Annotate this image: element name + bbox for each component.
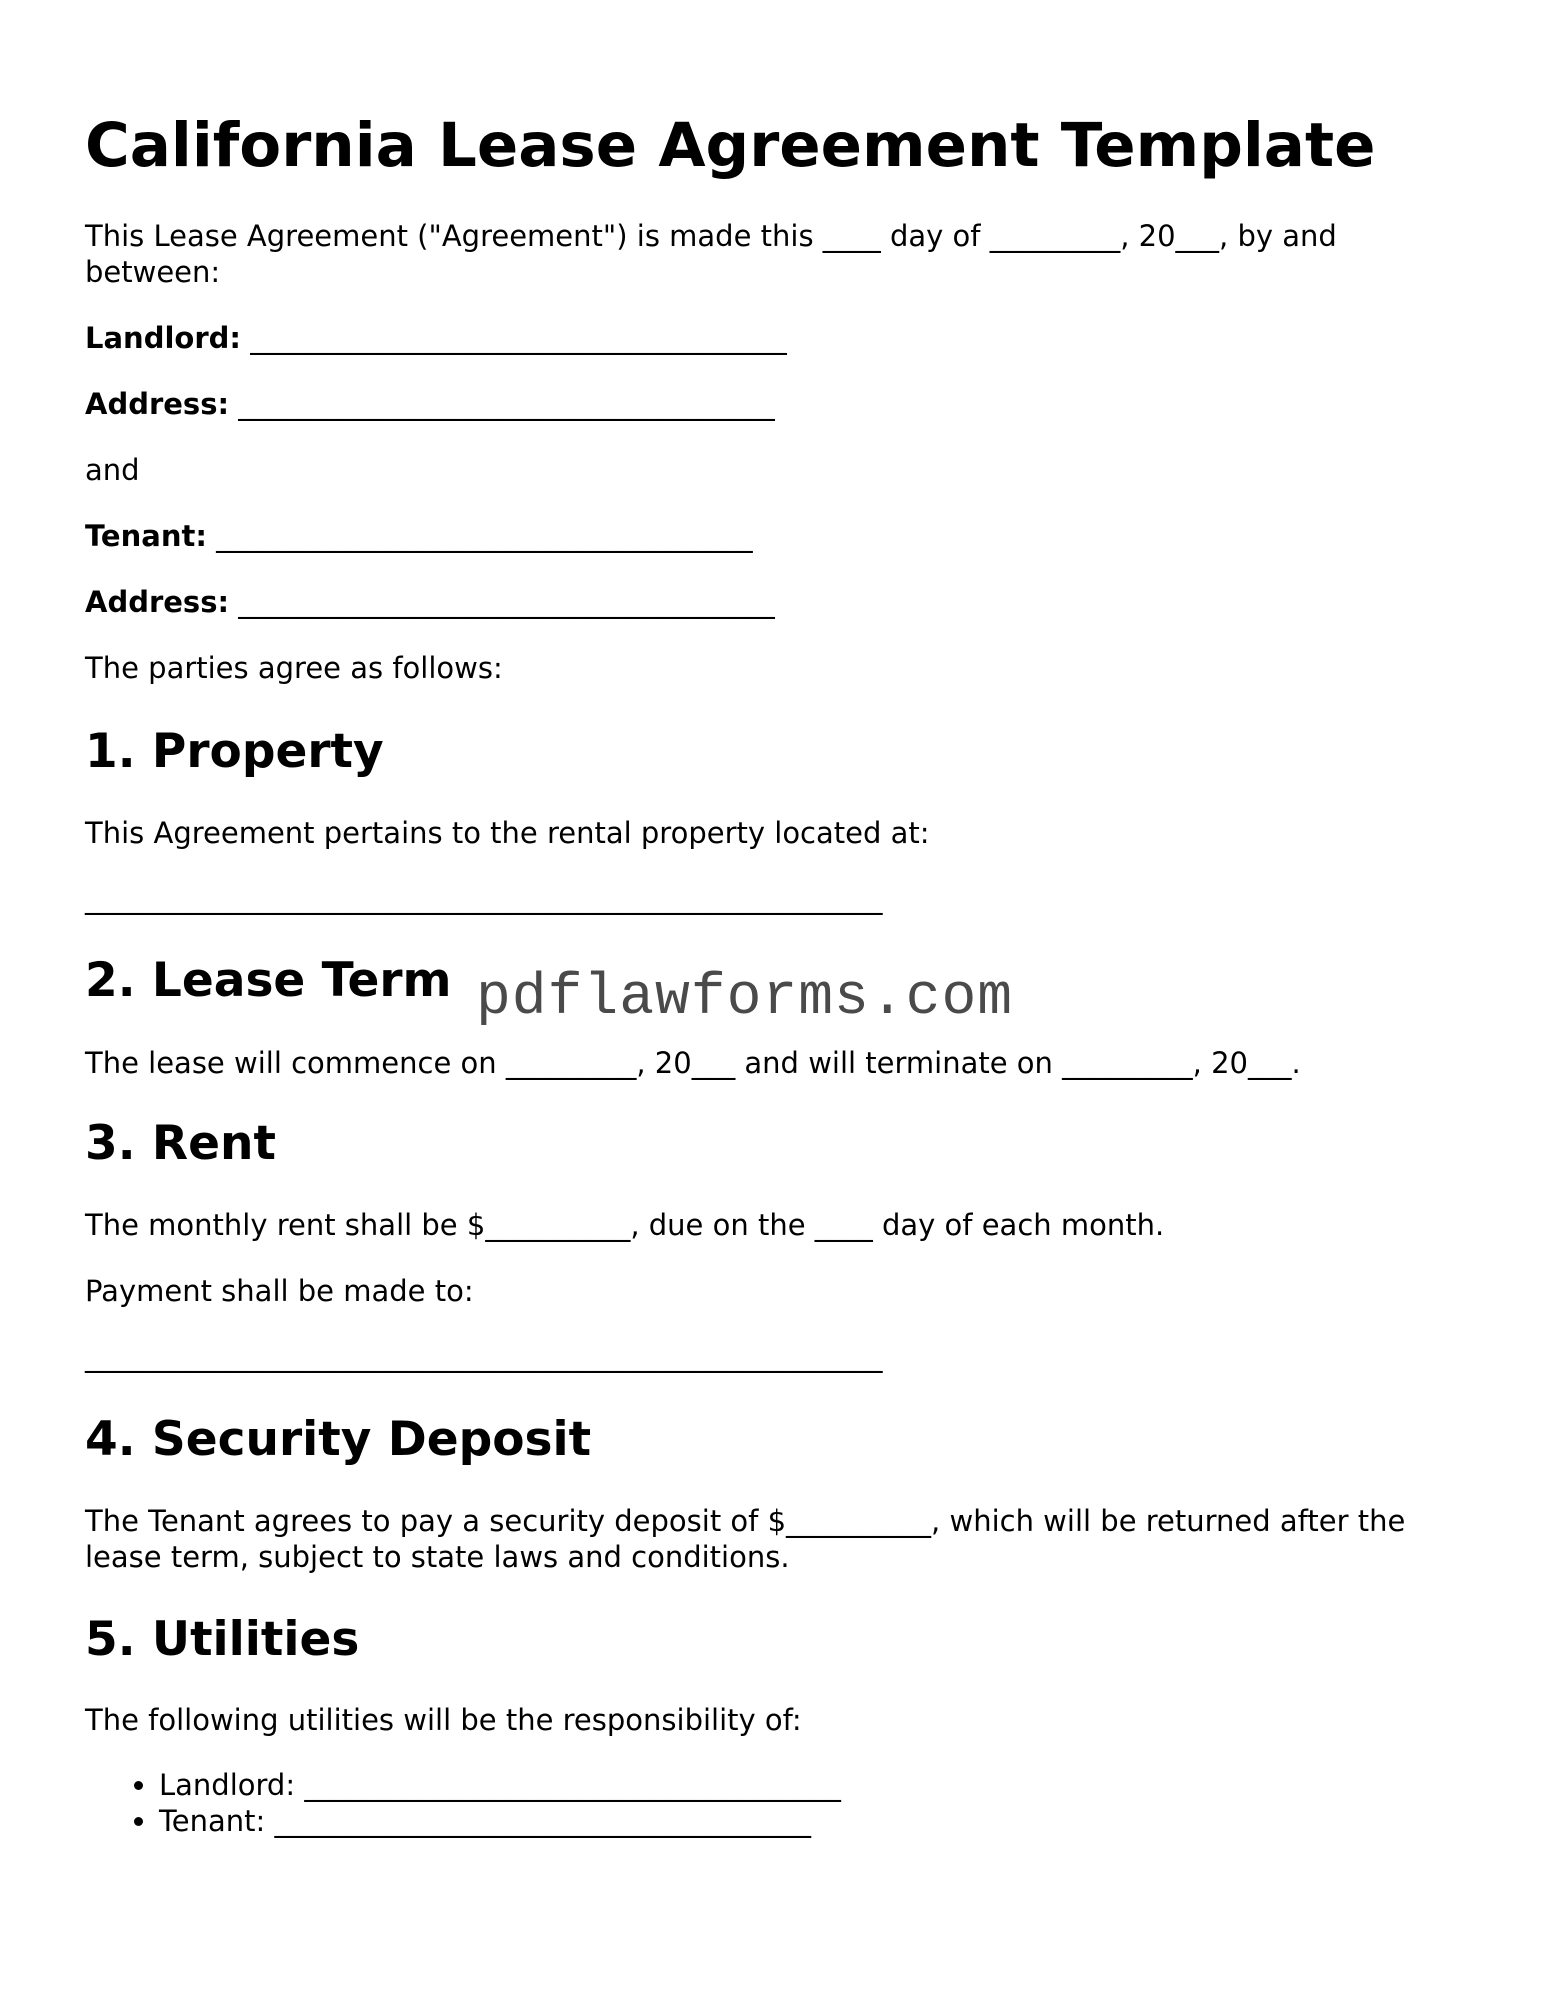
heading-security-deposit: 4. Security Deposit: [85, 1412, 592, 1467]
tenant-address-line: [85, 584, 1415, 620]
payment-blank: _______________________________________________________: [85, 1339, 883, 1373]
tenant-line: [85, 518, 1415, 554]
property-address-blank: _______________________________________________________: [85, 881, 883, 915]
agree-text: The parties agree as follows:: [85, 651, 503, 685]
list-item: • Tenant: _____________________________________: [159, 1803, 841, 1839]
heading-property: 1. Property: [85, 724, 384, 779]
lease-term-text: The lease will commence on _________, 20___ and will terminate on _________, 20___.: [85, 1046, 1301, 1080]
landlord-line: [85, 320, 1415, 356]
landlord-address-blank: _____________________________________: [238, 387, 775, 421]
security-deposit-text: The Tenant agrees to pay a security deposit of $__________, which will be returned after the lease term, subject to state laws and conditions.: [85, 1504, 1406, 1574]
heading-utilities: 5. Utilities: [85, 1612, 360, 1667]
landlord-blank: _____________________________________: [250, 321, 787, 355]
utilities-text: The following utilities will be the responsibility of:: [85, 1703, 802, 1737]
document-title: California Lease Agreement Template: [85, 110, 1376, 181]
list-item: • Landlord: _____________________________________: [159, 1767, 841, 1803]
property-text: This Agreement pertains to the rental property located at:: [85, 816, 930, 850]
landlord-label: Landlord:: [85, 321, 241, 355]
tenant-address-label: Address:: [85, 585, 230, 619]
landlord-address-label: Address:: [85, 387, 230, 421]
and-text: and: [85, 453, 140, 487]
landlord-address-line: [85, 386, 1415, 422]
tenant-address-blank: _____________________________________: [238, 585, 775, 619]
tenant-label: Tenant:: [85, 519, 207, 553]
payment-text: Payment shall be made to:: [85, 1274, 474, 1308]
heading-rent: 3. Rent: [85, 1116, 276, 1171]
heading-lease-term: 2. Lease Term: [85, 953, 452, 1008]
utilities-list: [85, 1767, 841, 1839]
rent-text: The monthly rent shall be $__________, due on the ____ day of each month.: [85, 1208, 1165, 1242]
watermark-text: pdflawforms.com: [476, 966, 1014, 1031]
intro-paragraph: This Lease Agreement ("Agreement") is made this ____ day of _________, 20___, by and between:: [85, 219, 1337, 289]
tenant-blank: _____________________________________: [216, 519, 753, 553]
